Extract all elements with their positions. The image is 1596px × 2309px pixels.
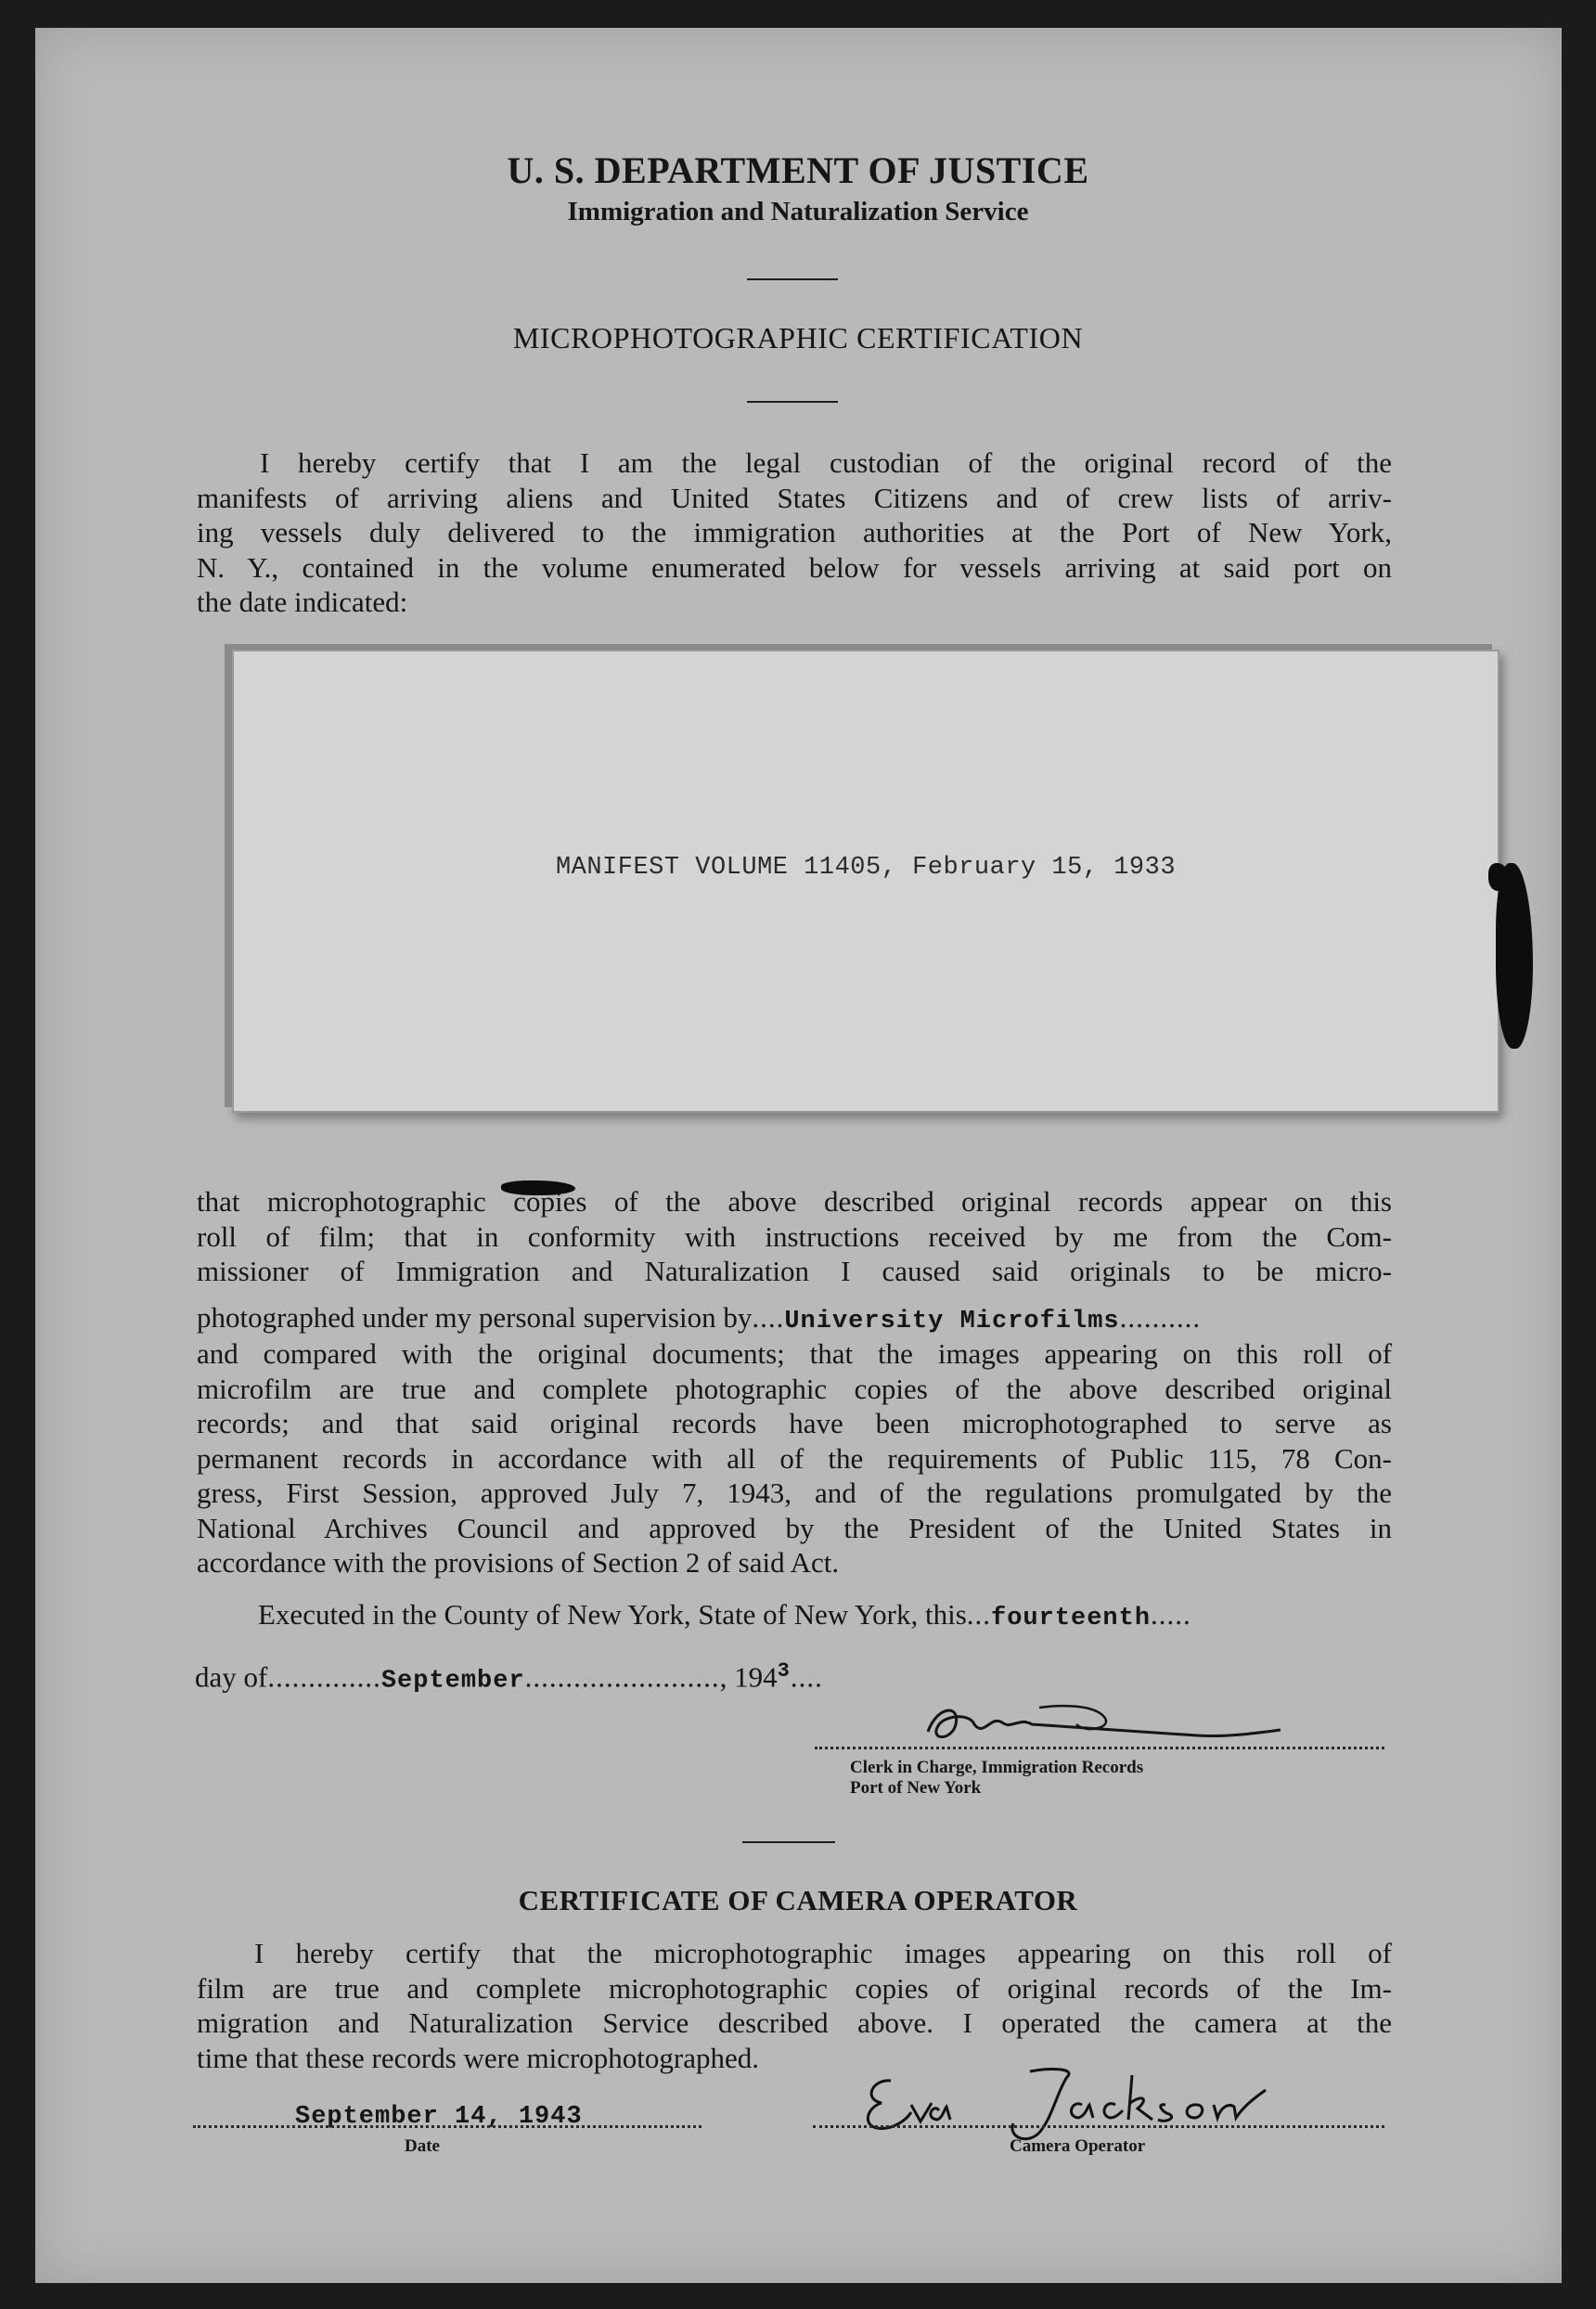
film-smudge: [1488, 863, 1509, 891]
operator-paragraph: [197, 1936, 1392, 2075]
executed-line: [258, 1598, 1191, 1632]
text-line: I hereby certify that the microphotographic images appearing on this roll of: [254, 1937, 1392, 1969]
text-line: I hereby certify that I am the legal custodian of the original record of the: [260, 446, 1392, 479]
supervision-prefix: photographed under my personal supervision by: [197, 1301, 753, 1334]
text-line: manifests of arriving aliens and United States Citizens and of crew lists of arriv-: [197, 481, 1392, 514]
text-line: microfilm are true and complete photographic copies of the above described original: [197, 1372, 1392, 1405]
text-line: N. Y., contained in the volume enumerated below for vessels arriving at said port on: [197, 550, 1392, 584]
operator-date-value: September 14, 1943: [295, 2103, 583, 2131]
text-line: permanent records in accordance with all of the requirements of Public 115, 78 Con-: [197, 1441, 1392, 1475]
clerk-signature-line: [815, 1747, 1384, 1749]
day-of-label: day of: [195, 1660, 268, 1694]
manifest-card: [232, 650, 1499, 1113]
text-line: film are true and complete microphotographic copies of original records of the Im-: [197, 1971, 1392, 2005]
service-subtitle: Immigration and Naturalization Service: [567, 197, 1029, 226]
clerk-signature: [919, 1696, 1290, 1752]
date-line: [195, 1659, 823, 1695]
fill-dots: ....: [752, 1301, 785, 1334]
text-line: roll of film; that in conformity with instructions received by me from the Com-: [197, 1219, 1392, 1253]
text-line: time that these records were microphotographed.: [197, 2041, 759, 2074]
clerk-office: Port of New York: [850, 1778, 982, 1798]
year-digit: 3: [777, 1659, 791, 1683]
operator-section-title: CERTIFICATE OF CAMERA OPERATOR: [518, 1884, 1078, 1916]
month-value: September: [380, 1667, 525, 1696]
body-paragraph-continued: [197, 1336, 1392, 1580]
text-line: that microphotographic copies of the above described original records appear on this: [197, 1185, 1392, 1218]
text-line: gress, First Session, approved July 7, 1943, and of the regulations promulgated by the: [197, 1477, 1392, 1509]
text-line: migration and Naturalization Service described above. I operated the camera at the: [197, 2006, 1392, 2039]
fill-dots: ..............: [267, 1660, 381, 1694]
text-line: ing vessels duly delivered to the immigration authorities at the Port of New York,: [197, 516, 1392, 548]
certification-title: MICROPHOTOGRAPHIC CERTIFICATION: [512, 321, 1084, 355]
text-line: and compared with the original documents; that the images appearing on this roll of: [197, 1337, 1392, 1370]
fill-dots: .....: [1151, 1598, 1191, 1631]
fill-dots: ....: [790, 1660, 823, 1694]
section-divider: [742, 1841, 835, 1843]
operator-label: Camera Operator: [1010, 2136, 1146, 2156]
fill-dots: ........................: [524, 1660, 720, 1694]
title-divider: [747, 401, 838, 403]
intro-paragraph: [197, 445, 1392, 620]
text-line: accordance with the provisions of Section 2 of said Act.: [197, 1546, 840, 1579]
text-line: the date indicated:: [197, 586, 408, 618]
text-line: records; and that said original records have been microphotographed to serve as: [197, 1407, 1392, 1439]
clerk-title: Clerk in Charge, Immigration Records: [850, 1758, 1144, 1777]
body-paragraph: [197, 1184, 1392, 1289]
executed-prefix: Executed in the County of New York, State of New York, this: [258, 1598, 967, 1631]
supervisor-name: University Microfilms: [784, 1308, 1120, 1335]
text-line: National Archives Council and approved by the President of the United States in: [197, 1511, 1392, 1544]
text-line: missioner of Immigration and Naturalization I caused said originals to be micro-: [197, 1255, 1392, 1287]
header-divider: [747, 278, 838, 280]
department-title: U. S. DEPARTMENT OF JUSTICE: [507, 149, 1089, 191]
manifest-volume-text: MANIFEST VOLUME 11405, February 15, 1933: [555, 854, 1177, 882]
fill-dots: ...: [966, 1598, 992, 1631]
supervision-line: [197, 1301, 1201, 1335]
year-prefix: , 194: [719, 1660, 778, 1694]
operator-signature-line: [813, 2125, 1384, 2128]
date-line: [193, 2125, 701, 2128]
fill-dots: ..........: [1119, 1301, 1202, 1334]
day-value: fourteenth: [991, 1605, 1152, 1632]
operator-signature: [854, 2062, 1299, 2146]
date-label: Date: [405, 2136, 440, 2156]
